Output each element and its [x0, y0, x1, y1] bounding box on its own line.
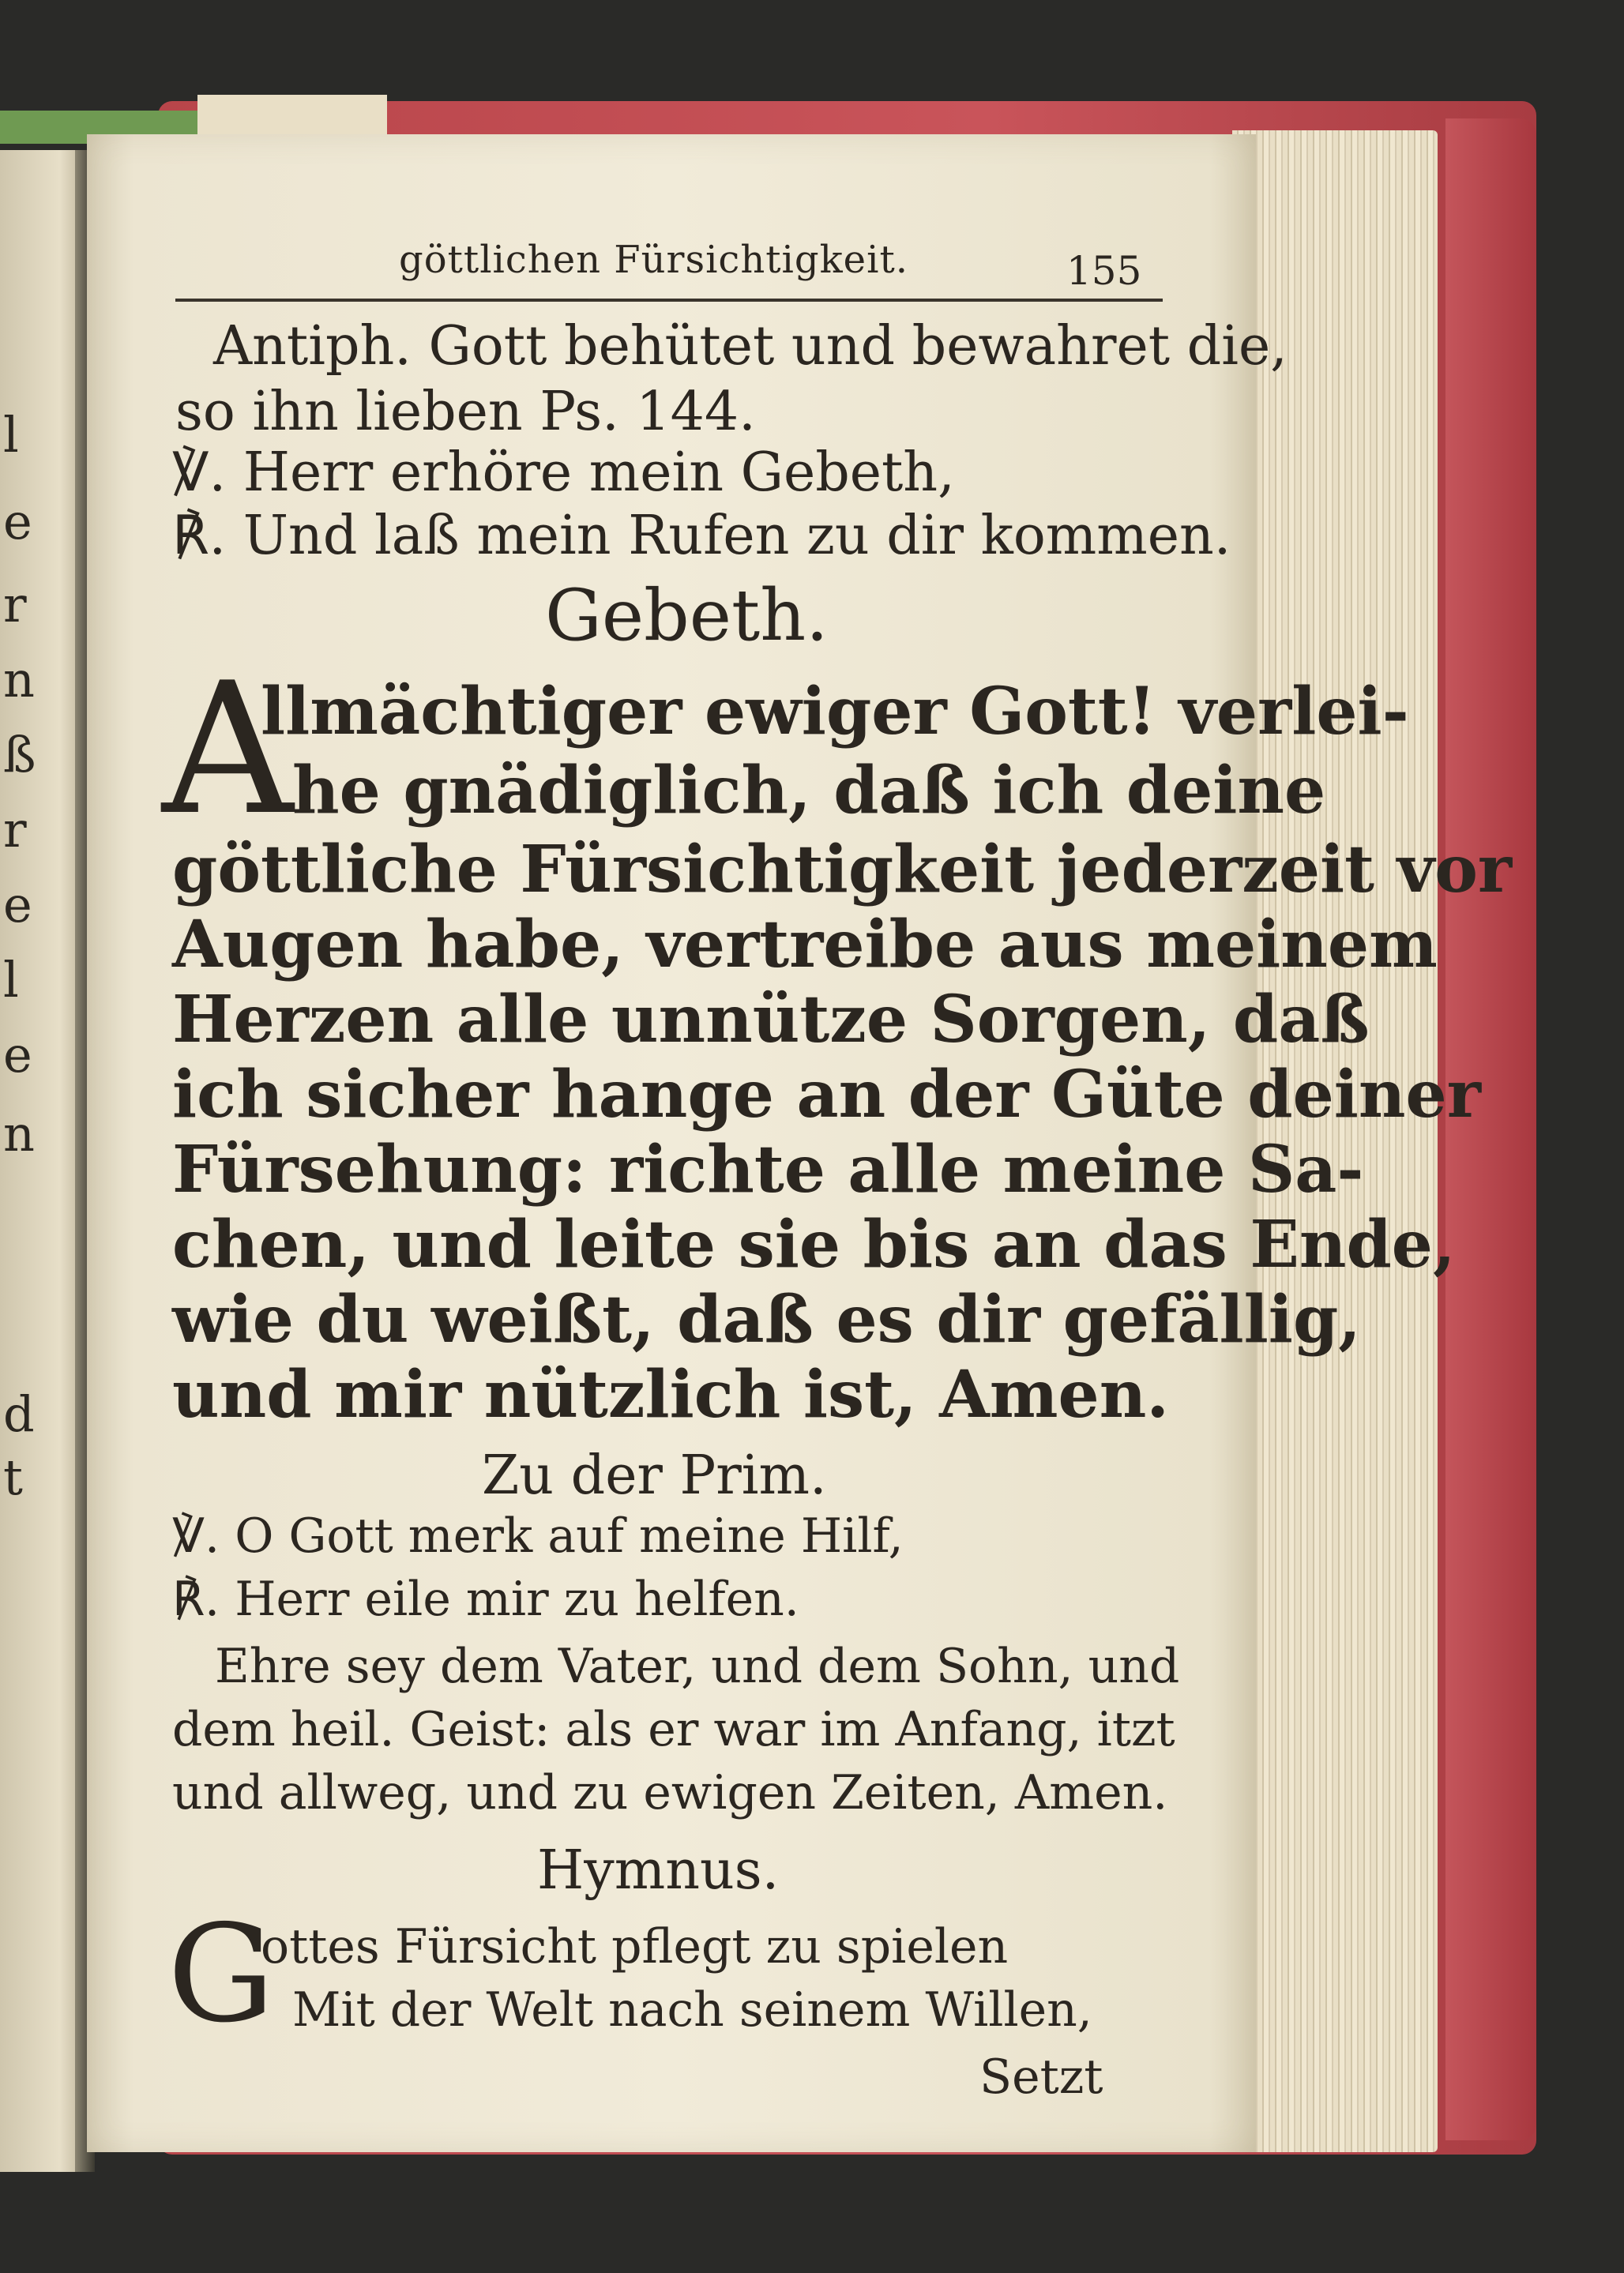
prim-title: Zu der Prim.: [482, 1445, 827, 1507]
prayer-line: Augen habe, vertreibe aus meinem: [172, 907, 1438, 982]
margin-letter: e: [3, 1026, 32, 1084]
margin-letter: n: [3, 1105, 35, 1163]
margin-letter: r: [3, 801, 27, 858]
margin-letter: e: [3, 493, 32, 550]
hymn-line: Mit der Welt nach seinem Willen,: [292, 1982, 1092, 2038]
header-rule: [175, 299, 1163, 302]
prayer-line: Fürsehung: richte alle meine Sa-: [172, 1132, 1364, 1208]
margin-letter: e: [3, 876, 32, 934]
margin-letter: l: [3, 406, 19, 464]
hymn-title: Hymnus.: [537, 1839, 780, 1902]
versicle: ℣. O Gott merk auf meine Hilf,: [172, 1508, 904, 1564]
response: ℟. Und laß mein Rufen zu dir kommen.: [172, 505, 1231, 567]
response: ℟. Herr eile mir zu helfen.: [172, 1572, 799, 1627]
prayer-line: he gnädiglich, daß ich deine: [292, 753, 1326, 828]
antiphon-line: so ihn lieben Ps. 144.: [175, 381, 756, 443]
doxology-line: dem heil. Geist: als er war im Anfang, itzt: [172, 1702, 1175, 1757]
margin-letter: t: [3, 1448, 23, 1506]
margin-letter: n: [3, 651, 35, 708]
margin-letter: d: [3, 1385, 35, 1443]
prayer-line: wie du weißt, daß es dir gefällig,: [172, 1282, 1361, 1358]
page-number: 155: [1066, 248, 1142, 294]
running-title: göttlichen Fürsichtigkeit.: [399, 238, 908, 282]
prayer-line: göttliche Fürsichtigkeit jederzeit vor: [172, 832, 1513, 907]
prayer-line: llmächtiger ewiger Gott! verlei-: [261, 674, 1409, 750]
doxology-line: und allweg, und zu ewigen Zeiten, Amen.: [172, 1765, 1168, 1820]
antiphon-line: Antiph. Gott behütet und bewahret die,: [213, 315, 1288, 378]
prayer-line: chen, und leite sie bis an das Ende,: [172, 1207, 1456, 1283]
doxology-line: Ehre sey dem Vater, und dem Sohn, und: [215, 1639, 1180, 1694]
margin-letter: l: [3, 951, 19, 1009]
catchword: Setzt: [979, 2049, 1103, 2105]
drop-initial: G: [167, 1896, 275, 2053]
hymn-line: ottes Fürsicht pflegt zu spielen: [261, 1919, 1009, 1974]
drop-initial: A: [162, 644, 294, 855]
versicle: ℣. Herr erhöre mein Gebeth,: [172, 441, 955, 504]
prayer-line: und mir nützlich ist, Amen.: [172, 1357, 1169, 1433]
margin-letter: ß: [3, 726, 36, 783]
margin-letter: r: [3, 576, 27, 633]
prayer-line: Herzen alle unnütze Sorgen, daß: [172, 982, 1370, 1058]
prayer-line: ich sicher hange an der Güte deiner: [172, 1057, 1481, 1133]
prayer-title: Gebeth.: [545, 574, 829, 657]
